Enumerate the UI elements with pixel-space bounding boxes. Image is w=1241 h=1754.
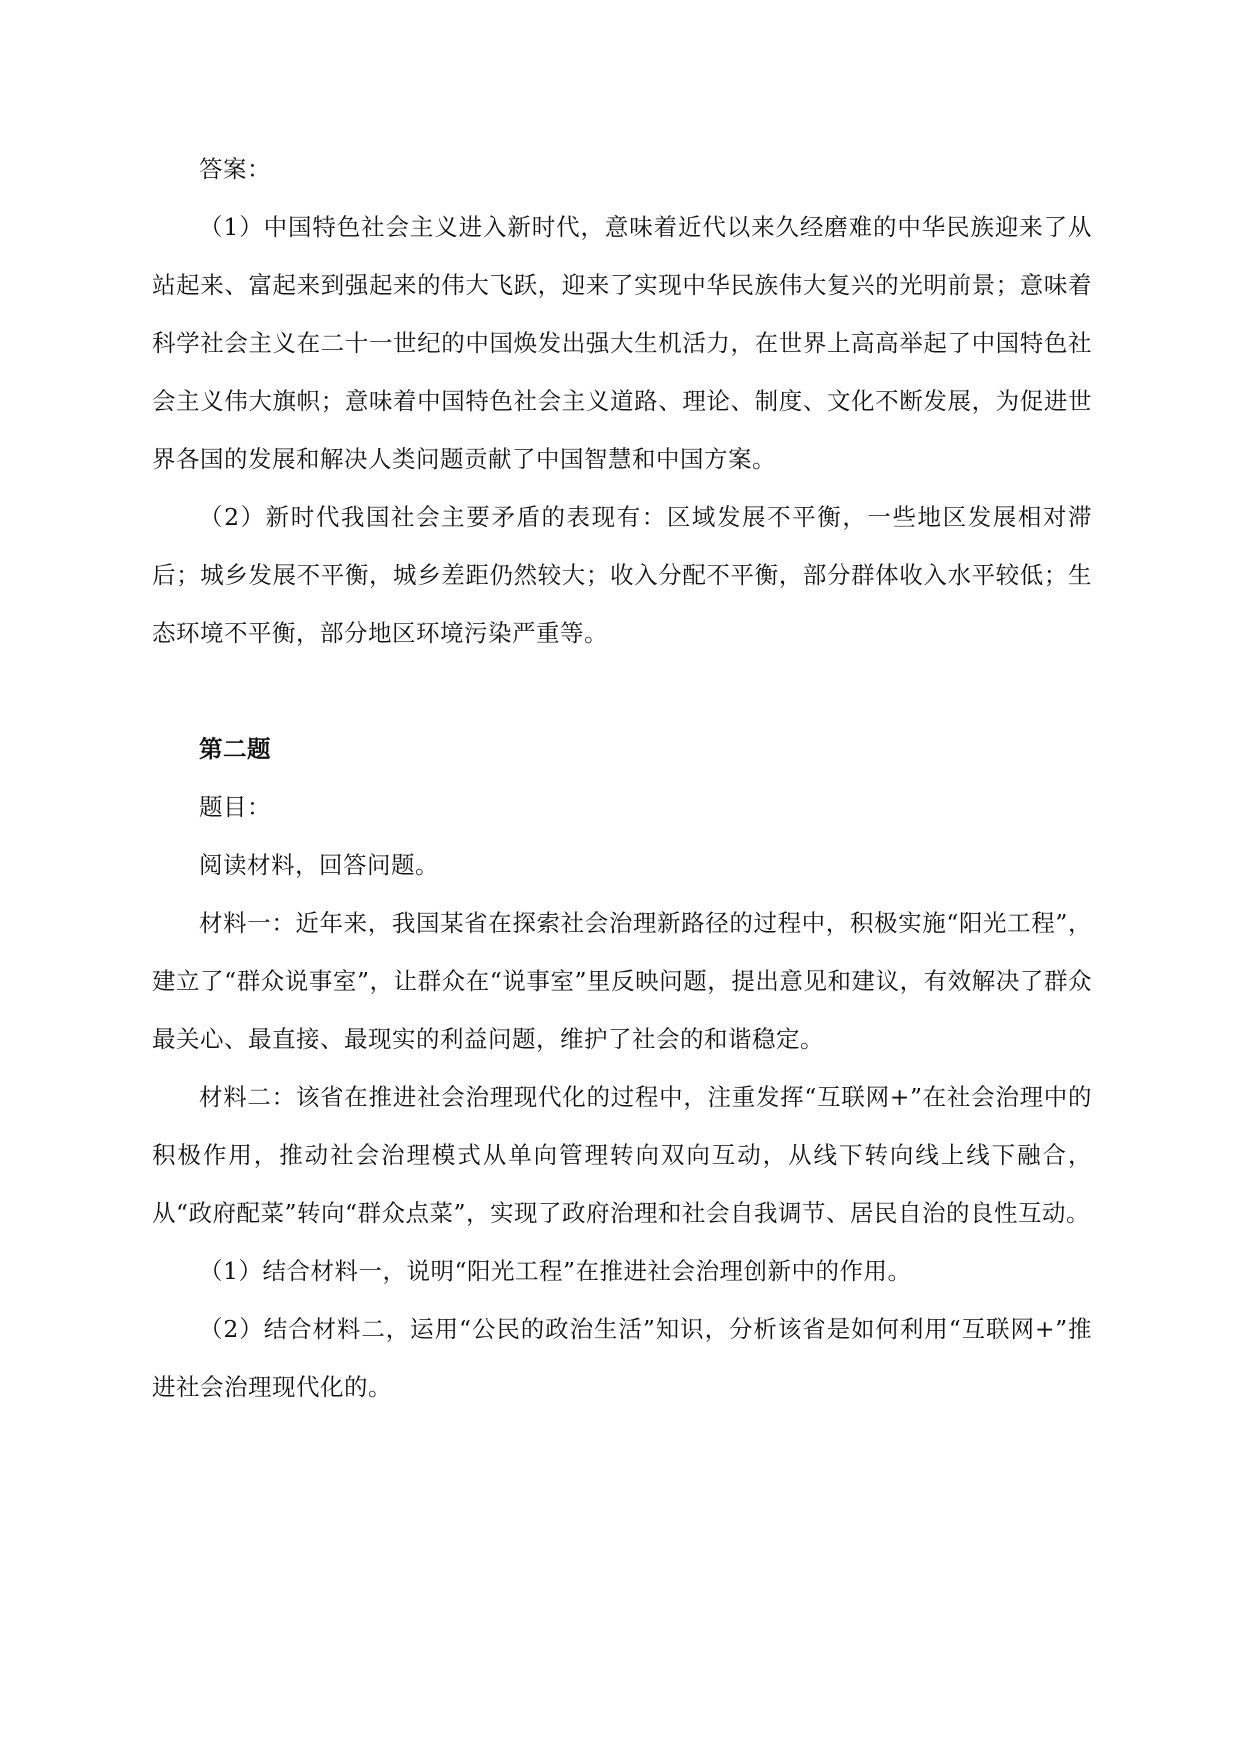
answer-part-2: （2）新时代我国社会主要矛盾的表现有：区域发展不平衡，一些地区发展相对滞后；城乡发展不平衡，城乡差距仍然较大；收入分配不平衡，部分群体收入水平较低；生态环境不平衡，部分地区环境污染严重等。 (152, 503, 1092, 647)
answer-section (152, 140, 1092, 662)
instruction-text: 阅读材料，回答问题。 (199, 851, 439, 879)
sub-question-1: （1）结合材料一，说明“阳光工程”在推进社会治理创新中的作用。 (199, 1257, 912, 1285)
answer-part-1: （1）中国特色社会主义进入新时代，意味着近代以来久经磨难的中华民族迎来了从站起来、富起来到强起来的伟大飞跃，迎来了实现中华民族伟大复兴的光明前景；意味着科学社会主义在二十一世纪的中国焕发出强大生机活力，在世界上高高举起了中国特色社会主义伟大旗帜；意味着中国特色社会主义道路、理论、制度、文化不断发展，为促进世界各国的发展和解决人类问题贡献了中国智慧和中国方案。 (152, 213, 1092, 473)
material-1: 材料一：近年来，我国某省在探索社会治理新路径的过程中，积极实施“阳光工程”，建立了“群众说事室”，让群众在“说事室”里反映问题，提出意见和建议，有效解决了群众最关心、最直接、最现实的利益问题，维护了社会的和谐稳定。 (152, 909, 1092, 1053)
material-2: 材料二：该省在推进社会治理现代化的过程中，注重发挥“互联网+”在社会治理中的积极作用，推动社会治理模式从单向管理转向双向互动，从线下转向线上线下融合，从“政府配菜”转向“群众点菜”，实现了政府治理和社会自我调节、居民自治的良性互动。 (152, 1083, 1092, 1227)
question-2-heading: 第二题 (199, 735, 271, 763)
answer-label: 答案： (199, 155, 271, 183)
question-2-section (152, 720, 1092, 1416)
sub-question-2: （2）结合材料二，运用“公民的政治生活”知识，分析该省是如何利用“互联网+”推进社会治理现代化的。 (152, 1315, 1092, 1401)
question-label: 题目： (199, 793, 271, 821)
